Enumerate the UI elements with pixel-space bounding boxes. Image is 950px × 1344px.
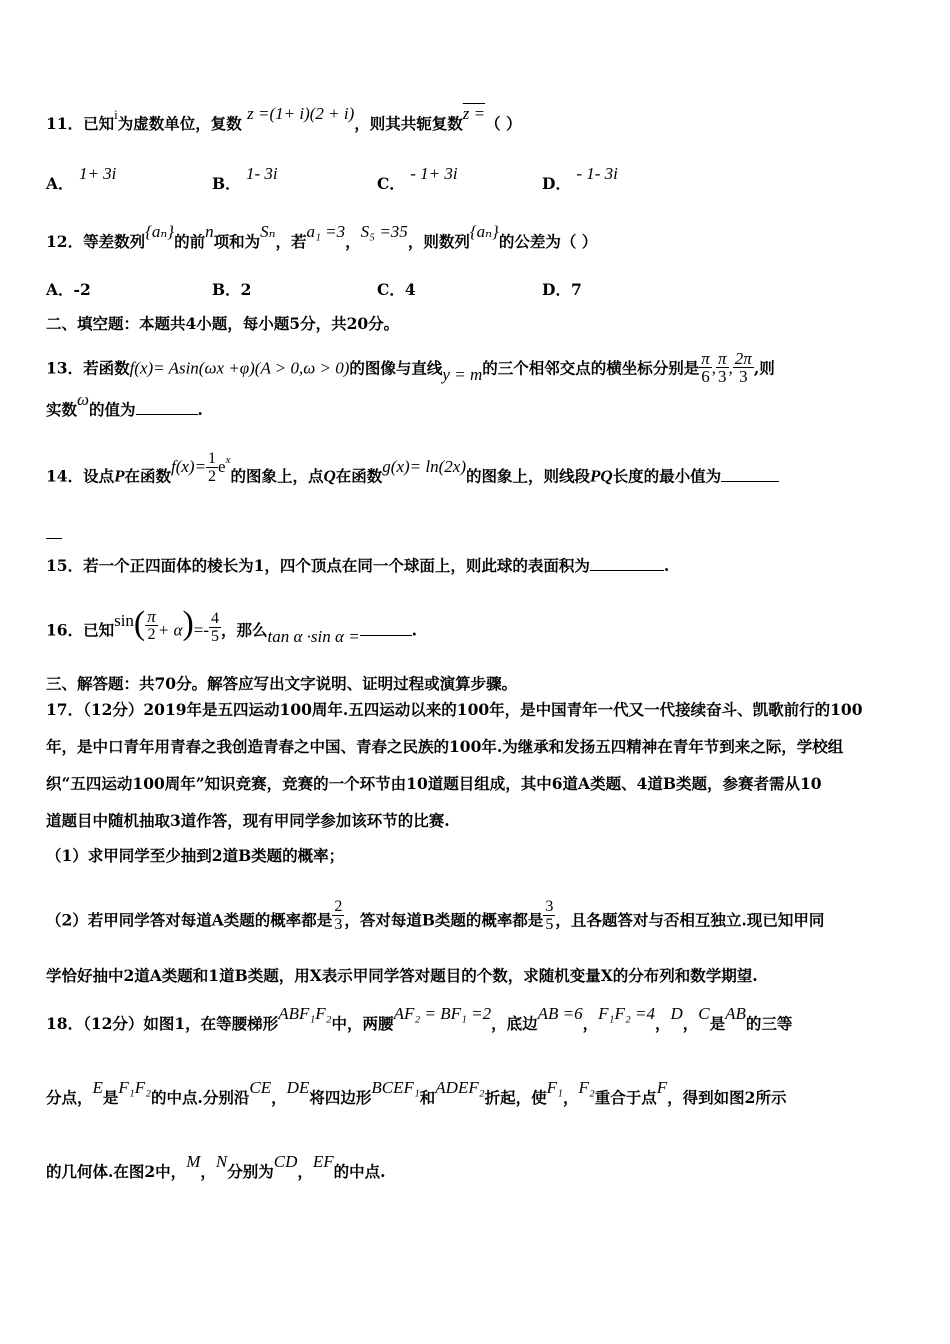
q12-option-b[interactable]: B．2 bbox=[212, 280, 252, 299]
q17-sub2: （2）若甲同学答对每道A类题的概率都是 $\frac{2}{3}$ ，答对每道B类题的概率都是 $\frac{3}{5}$ ，且各题答对与否相互独立.现已知甲同 bbox=[46, 898, 825, 933]
q13-function: f(x)= Asin(ωx +φ)(A > 0,ω > 0) bbox=[129, 358, 350, 378]
q12-stem: 12．等差数列{aₙ}的前n项和为Sₙ，若a₁ =3，S₅ =35，则数列{aₙ}的公差为（ ） bbox=[46, 222, 598, 251]
q17-line-2: 年，是中口青年用青春之我创造青春之中国、青春之民族的100年.为继承和发扬五四精神在青年节到来之际，学校组 bbox=[46, 737, 844, 756]
q11-option-a[interactable]: A． 1+ 3i bbox=[46, 164, 117, 193]
q13-stem: 13．若函数f(x)= Asin(ωx +φ)(A > 0,ω > 0)的图像与直线y = m的三个相邻交点的横坐标分别是 $\frac{\pi}{6}$ , $\frac{\pi}{3}$ , $\frac{2\pi}{3}$ ,则 bbox=[46, 349, 775, 386]
q16-inner-fraction: $\frac{\pi}{2}$ bbox=[147, 607, 156, 643]
q12-option-a[interactable]: A．-2 bbox=[46, 280, 91, 299]
q11-stem bbox=[46, 104, 522, 135]
section2-heading: 二、填空题：本题共4小题，每小题5分，共20分。 bbox=[46, 314, 400, 333]
q13-fraction-3: $\frac{2\pi}{3}$ bbox=[734, 349, 752, 386]
q14-answer-blank[interactable] bbox=[721, 467, 779, 482]
q11-expression: z =(1+ i)(2 + i) bbox=[247, 104, 355, 123]
q13-fraction-2: $\frac{\pi}{3}$ bbox=[718, 349, 727, 386]
q18-line-3: 的几何体.在图2中，M，N分别为CD，EF的中点. bbox=[46, 1152, 386, 1181]
q12-option-d[interactable]: D．7 bbox=[542, 280, 582, 299]
q14-stem: 14．设点P在函数f(x)= $\frac{1}{2}$ $e^x$的图象上，点Q在函数g(x)= ln(2x)的图象上，则线段PQ长度的最小值为 bbox=[46, 460, 779, 495]
q18-line-1: 18．（12分）如图1，在等腰梯形ABF₁F₂中，两腰AF₂ = BF₁ =2，底边AB =6，F₁F₂ =4，D，C是AB的三等 bbox=[46, 1004, 793, 1033]
q11-option-c[interactable]: C． - 1+ 3i bbox=[377, 164, 458, 193]
q12-sequence: {aₙ} bbox=[145, 222, 175, 241]
q16-answer-blank[interactable] bbox=[360, 621, 412, 636]
q11-conjugate: z = bbox=[462, 104, 486, 123]
q13-answer-blank[interactable] bbox=[136, 400, 198, 415]
q17-line-4: 道题目中随机抽取3道作答，现有甲同学参加该环节的比赛. bbox=[46, 811, 450, 830]
q17-fraction-a: $\frac{2}{3}$ bbox=[334, 898, 343, 933]
q15-answer-blank[interactable] bbox=[590, 556, 664, 571]
q16-stem: 16．已知sin( $\frac{\pi}{2}$ + α)=- $\frac{4}{5}$ ，那么tan α ·sin α = . bbox=[46, 604, 418, 646]
section3-heading: 三、解答题：共70分。解答应写出文字说明、证明过程或演算步骤。 bbox=[46, 674, 518, 693]
q16-rhs-fraction: $\frac{4}{5}$ bbox=[211, 610, 220, 645]
q14-answer-blank-cont bbox=[46, 524, 62, 539]
q11-option-d[interactable]: D． - 1- 3i bbox=[542, 164, 618, 193]
q17-fraction-b: $\frac{3}{5}$ bbox=[545, 898, 554, 933]
q17-line-1: 17．（12分）2019年是五四运动100周年.五四运动以来的100年，是中国青年一代又一代接续奋斗、凯歌前行的100 bbox=[46, 700, 863, 719]
q13-line2: 实数ω的值为 . bbox=[46, 390, 203, 419]
q14-fraction: $\frac{1}{2}$ bbox=[208, 450, 217, 485]
q17-sub1: （1）求甲同学至少抽到2道B类题的概率； bbox=[46, 846, 345, 865]
q15-stem: 15．若一个正四面体的棱长为1，四个顶点在同一个球面上，则此球的表面积为 . bbox=[46, 556, 670, 575]
q18-line-2: 分点，E是F₁F₂的中点.分别沿CE，DE将四边形BCEF₁和ADEF₂折起，使F₁，F₂重合于点F，得到如图2所示 bbox=[46, 1078, 787, 1107]
q11-text-b: 为虚数单位，复数 bbox=[117, 114, 242, 133]
q17-sub2-line2: 学恰好抽中2道A类题和1道B类题，用X表示甲同学答对题目的个数，求随机变量X的分布列和数学期望. bbox=[46, 966, 758, 985]
q11-text-a: 11．已知 bbox=[46, 114, 115, 133]
q11-i-symbol: i bbox=[114, 107, 118, 122]
q17-line-3: 织“五四运动100周年”知识竞赛，竞赛的一个环节由10道题目组成，其中6道A类题、4道B类题，参赛者需从10 bbox=[46, 774, 822, 793]
q11-option-b[interactable]: B． 1- 3i bbox=[212, 164, 278, 193]
q12-option-c[interactable]: C．4 bbox=[377, 280, 416, 299]
q11-text-d: （ ） bbox=[485, 114, 522, 133]
q11-text-c: ，则其共轭复数 bbox=[354, 114, 463, 133]
q13-fraction-1: $\frac{\pi}{6}$ bbox=[701, 349, 710, 386]
